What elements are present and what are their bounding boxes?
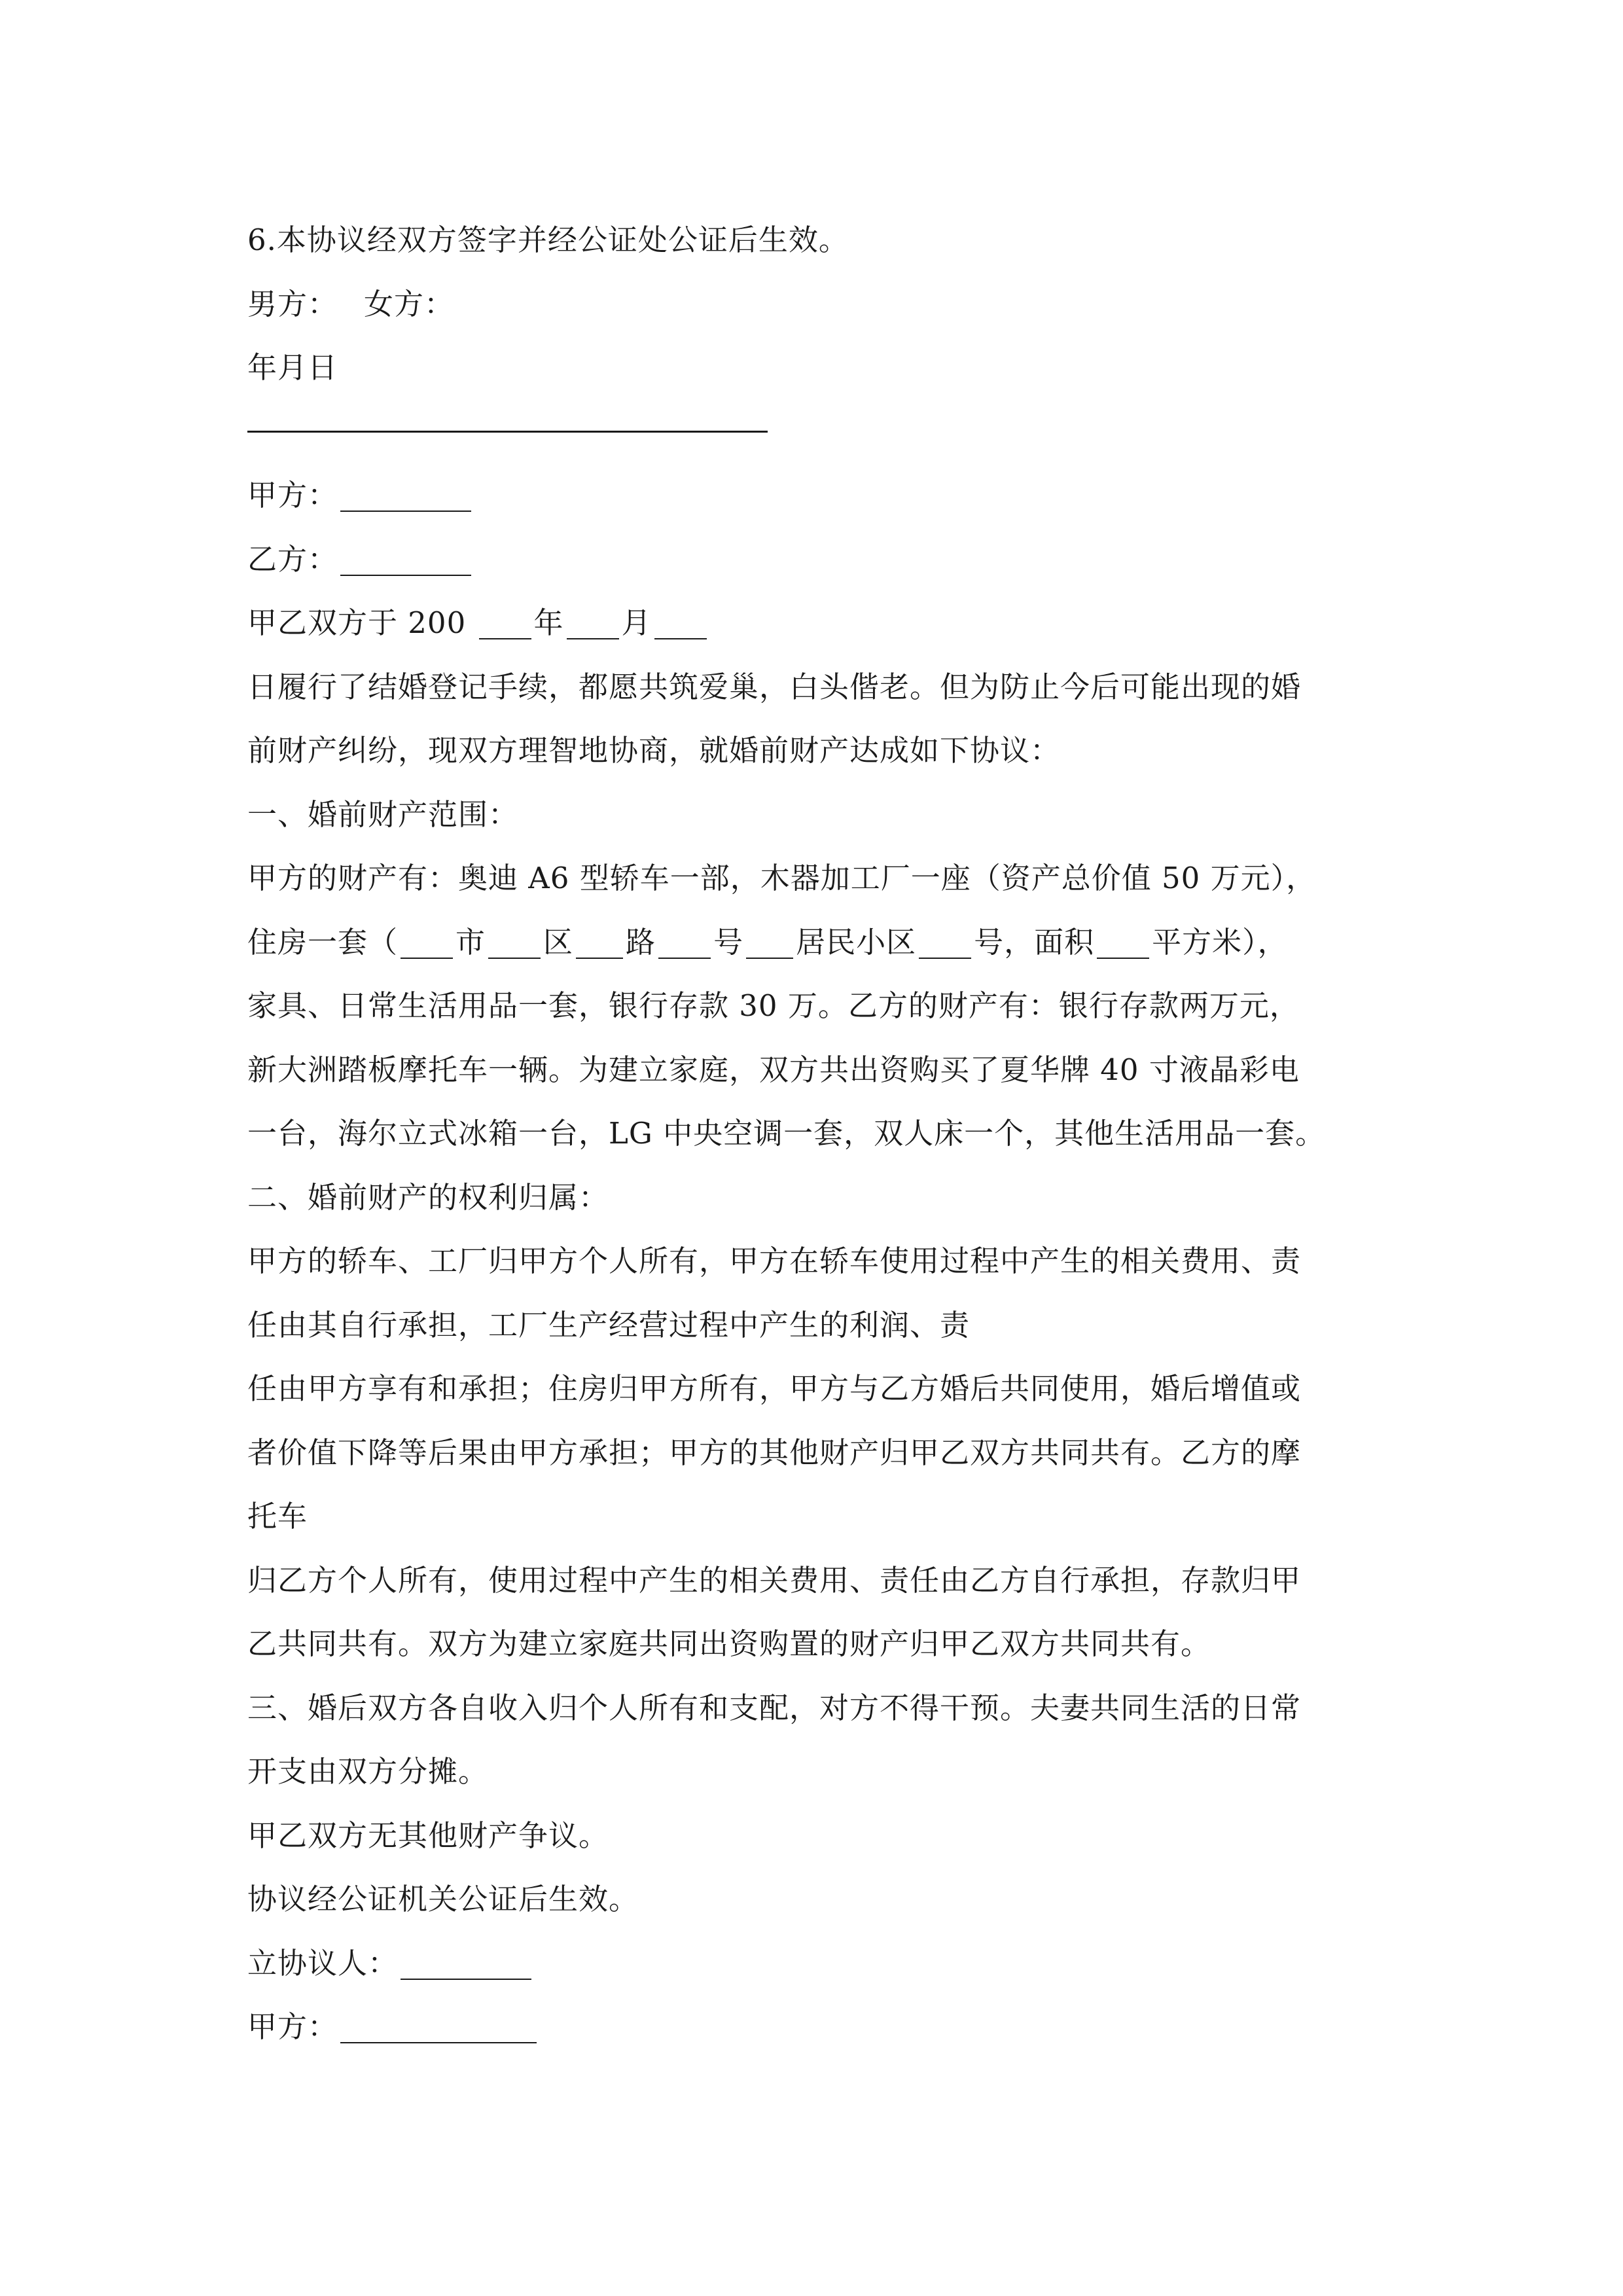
party-b-line bbox=[247, 528, 1399, 592]
road-label: 路 bbox=[626, 924, 656, 960]
road-blank[interactable] bbox=[576, 928, 623, 959]
month-label: 月 bbox=[621, 605, 652, 640]
year-label: 年 bbox=[533, 605, 564, 640]
intro-line-1: 日履行了结婚登记手续，都愿共筑爱巢，白头偕老。但为防止今后可能出现的婚 bbox=[247, 669, 1302, 704]
party-a-sign-label: 甲方： bbox=[247, 2009, 338, 2044]
unit-blank[interactable] bbox=[919, 928, 971, 959]
section-3-line-2: 开支由双方分摊。 bbox=[247, 1754, 489, 1789]
number-label: 号 bbox=[713, 924, 744, 960]
section-2-line-7: 乙共同共有。双方为建立家庭共同出资购置的财产归甲乙双方共同共有。 bbox=[247, 1626, 1211, 1661]
section-2-line-5: 托车 bbox=[247, 1499, 308, 1534]
community-label: 居民小区 bbox=[796, 924, 917, 960]
date-line: 年月日 bbox=[247, 350, 338, 385]
community-blank[interactable] bbox=[746, 928, 793, 959]
party-a-blank[interactable] bbox=[340, 481, 471, 512]
section-1-line-3: 家具、日常生活用品一套，银行存款 30 万。乙方的财产有：银行存款两万元， bbox=[247, 988, 1300, 1023]
section-2-line-3: 任由甲方享有和承担；住房归甲方所有，甲方与乙方婚后共同使用，婚后增值或 bbox=[247, 1371, 1302, 1406]
city-label: 市 bbox=[455, 924, 486, 960]
signature-line bbox=[247, 272, 1399, 336]
address-prefix: 住房一套（ bbox=[247, 924, 399, 960]
section-1-line-1: 甲方的财产有：奥迪 A6 型轿车一部，木器加工厂一座（资产总价值 50 万元）， bbox=[247, 861, 1317, 895]
party-a-line bbox=[247, 463, 1399, 528]
female-label: 女方： bbox=[364, 286, 455, 321]
horizontal-divider bbox=[247, 431, 768, 433]
month-blank[interactable] bbox=[567, 609, 619, 639]
signatory-line bbox=[247, 1931, 1399, 1996]
party-b-blank[interactable] bbox=[340, 545, 471, 576]
separator-rule bbox=[247, 400, 1399, 464]
signatory-label: 立协议人： bbox=[247, 1945, 399, 1981]
number-blank[interactable] bbox=[658, 928, 711, 959]
section-3-line-1: 三、婚后双方各自收入归个人所有和支配，对方不得干预。夫妻共同生活的日常 bbox=[247, 1690, 1302, 1725]
area-label: 平方米）， bbox=[1152, 924, 1288, 960]
section-1-line-5: 一台，海尔立式冰箱一台，LG 中央空调一套，双人床一个，其他生活用品一套。 bbox=[247, 1116, 1326, 1151]
intro-line-2: 前财产纠纷，现双方理智地协商，就婚前财产达成如下协议： bbox=[247, 733, 1061, 768]
district-blank[interactable] bbox=[488, 928, 541, 959]
section-1-line-4: 新大洲踏板摩托车一辆。为建立家庭，双方共出资购买了夏华牌 40 寸液晶彩电 bbox=[247, 1052, 1300, 1087]
party-a-sign-line bbox=[247, 1995, 1399, 2059]
agreement-body bbox=[247, 208, 1399, 2059]
party-a-sign-blank[interactable] bbox=[340, 2013, 537, 2043]
marriage-date-line bbox=[247, 591, 1399, 655]
party-a-label: 甲方： bbox=[247, 478, 338, 512]
party-b-label: 乙方： bbox=[247, 541, 338, 577]
year-blank[interactable] bbox=[479, 609, 531, 639]
marriage-prefix: 甲乙双方于 200 bbox=[247, 605, 467, 640]
section-2-line-1: 甲方的轿车、工厂归甲方个人所有，甲方在轿车使用过程中产生的相关费用、责 bbox=[247, 1244, 1302, 1278]
effective-line: 协议经公证机关公证后生效。 bbox=[247, 1882, 639, 1916]
section-2-line-6: 归乙方个人所有，使用过程中产生的相关费用、责任由乙方自行承担，存款归甲 bbox=[247, 1562, 1302, 1598]
unit-label: 号，面积 bbox=[974, 924, 1095, 960]
section-2-title: 二、婚前财产的权利归属： bbox=[247, 1179, 609, 1215]
male-label: 男方： bbox=[247, 286, 338, 321]
day-blank[interactable] bbox=[654, 609, 707, 639]
city-blank[interactable] bbox=[401, 928, 453, 959]
section-1-address-line bbox=[247, 910, 1399, 975]
section-2-line-4: 者价值下降等后果由甲方承担；甲方的其他财产归甲乙双方共同共有。乙方的摩 bbox=[247, 1435, 1302, 1470]
section-1-title: 一、婚前财产范围： bbox=[247, 797, 519, 832]
area-blank[interactable] bbox=[1097, 928, 1149, 959]
district-label: 区 bbox=[543, 924, 574, 960]
clause-6: 6.本协议经双方签字并经公证处公证后生效。 bbox=[247, 223, 849, 257]
no-dispute-line: 甲乙双方无其他财产争议。 bbox=[247, 1818, 609, 1853]
signatory-blank[interactable] bbox=[401, 1949, 531, 1980]
section-2-line-2: 任由其自行承担，工厂生产经营过程中产生的利润、责 bbox=[247, 1307, 971, 1342]
